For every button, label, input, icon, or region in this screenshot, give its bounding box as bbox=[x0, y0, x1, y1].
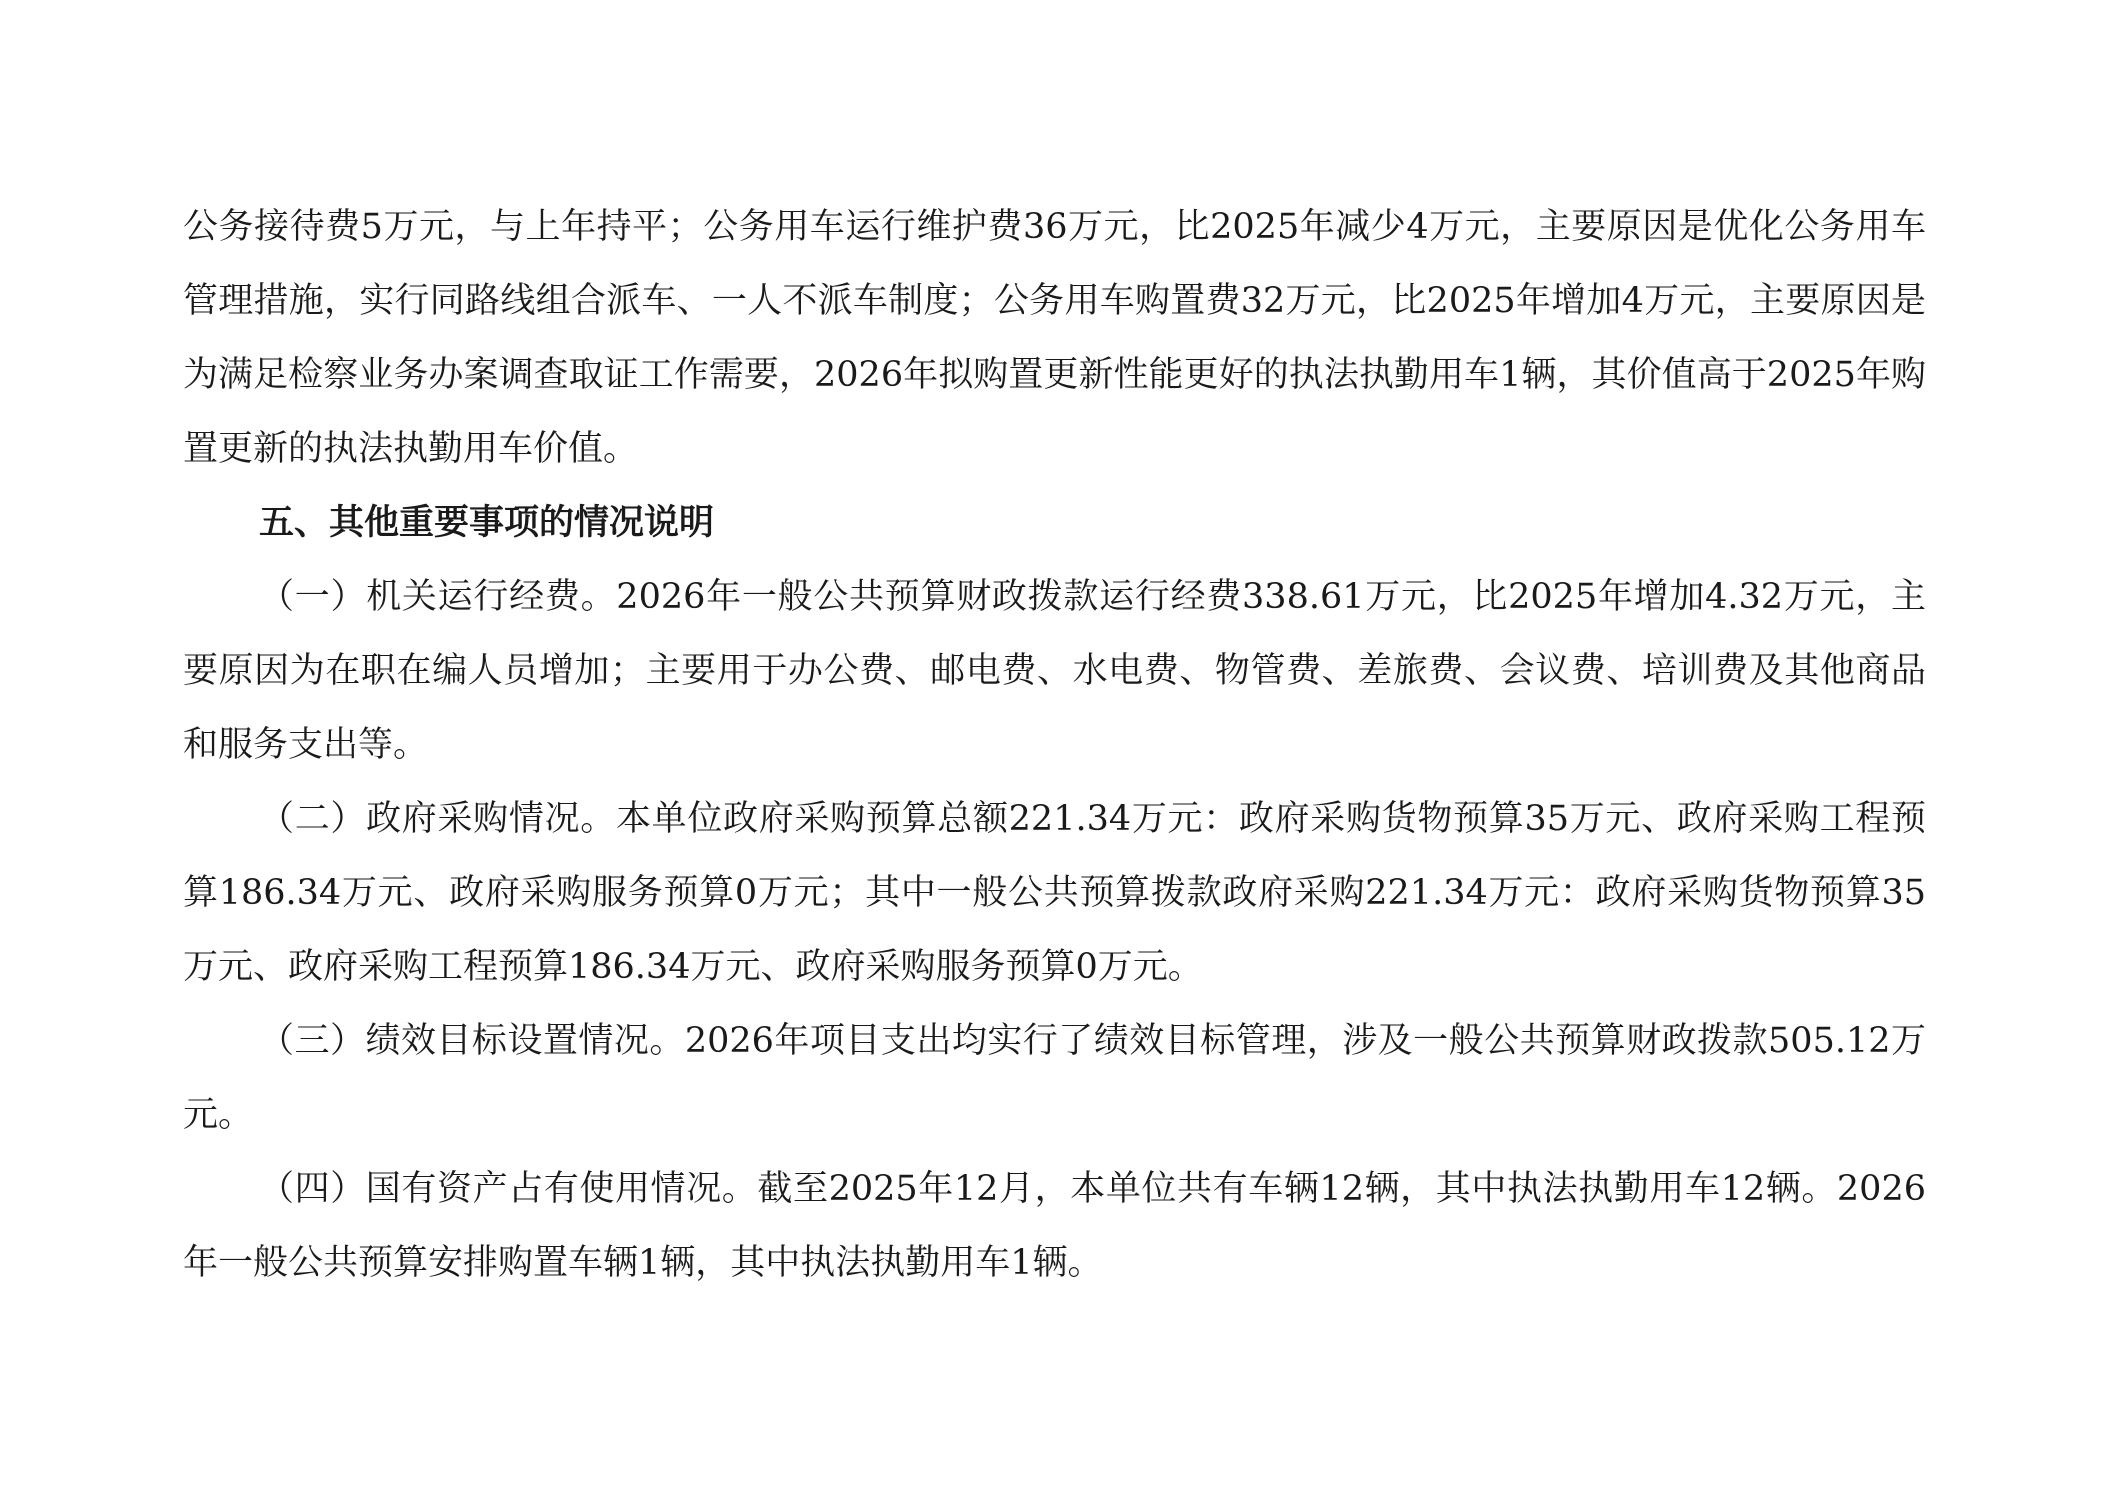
subsection-procurement bbox=[183, 782, 1926, 1004]
subsection-performance-goals bbox=[183, 1004, 1926, 1152]
subsection-text: 2026年项目支出均实行了绩效目标管理，涉及一般公共预算财政拨款505.12万元。 bbox=[183, 1021, 1926, 1135]
subsection-text: 截至2025年12月，本单位共有车辆12辆，其中执法执勤用车12辆。2026年一般公共预算安排购置车辆1辆，其中执法执勤用车1辆。 bbox=[183, 1169, 1926, 1283]
subsection-label: （二）政府采购情况。 bbox=[259, 799, 616, 839]
subsection-state-assets bbox=[183, 1152, 1926, 1300]
document-body bbox=[183, 190, 1926, 1300]
subsection-text: 本单位政府采购预算总额221.34万元：政府采购货物预算35万元、政府采购工程预算186.34万元、政府采购服务预算0万元；其中一般公共预算拨款政府采购221.34万元：政府采购货物预算35万元、政府采购工程预算186.34万元、政府采购服务预算0万元。 bbox=[183, 799, 1926, 987]
subsection-text: 2026年一般公共预算财政拨款运行经费338.61万元，比2025年增加4.32万元，主要原因为在职在编人员增加；主要用于办公费、邮电费、水电费、物管费、差旅费、会议费、培训费及其他商品和服务支出等。 bbox=[183, 577, 1926, 765]
paragraph-official-expenses bbox=[183, 190, 1926, 486]
subsection-label: （三）绩效目标设置情况。 bbox=[259, 1021, 685, 1061]
subsection-label: （一）机关运行经费。 bbox=[259, 577, 617, 617]
section-heading: 五、其他重要事项的情况说明 bbox=[259, 503, 715, 543]
subsection-operating-funds bbox=[183, 560, 1926, 782]
subsection-label: （四）国有资产占有使用情况。 bbox=[259, 1169, 758, 1209]
paragraph-text: 公务接待费5万元，与上年持平；公务用车运行维护费36万元，比2025年减少4万元，主要原因是优化公务用车管理措施，实行同路线组合派车、一人不派车制度；公务用车购置费32万元，比2025年增加4万元，主要原因是为满足检察业务办案调查取证工作需要，2026年拟购置更新性能更好的执法执勤用车1辆，其价值高于2025年购置更新的执法执勤用车价值。 bbox=[183, 207, 1926, 469]
